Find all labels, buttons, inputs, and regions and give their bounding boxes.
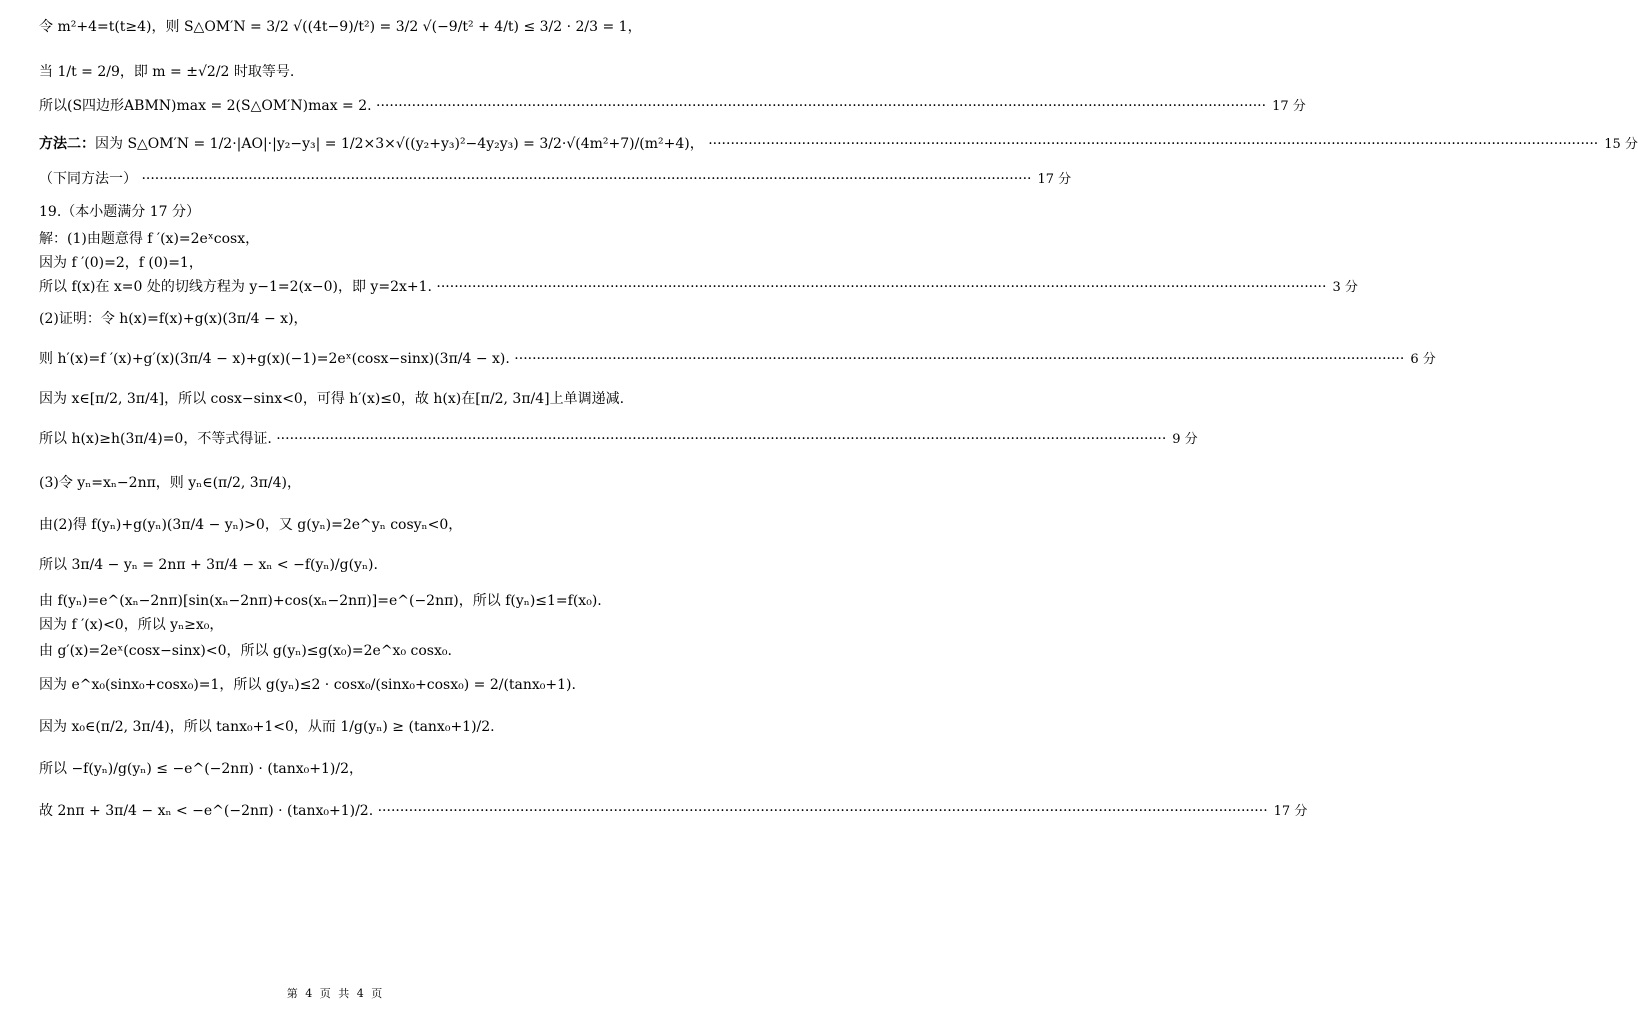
line-text: 所以(S四边形ABMN)max = 2(S△OM′N)max = 2. ········································································································································································································ [39, 98, 1267, 114]
text-line [39, 720, 627, 734]
line-text: 令 m²+4=t(t≥4)，则 S△OM′N = 3/2 √((4t−9)/t²) = 3/2 √(−9/t² + 4/t) ≤ 3/2 · 2/3 = 1， [39, 19, 642, 35]
line-score: 6 分 [1410, 351, 1436, 367]
text-line [39, 803, 1308, 819]
line-score: 17 分 [1272, 98, 1306, 114]
line-score: 17 分 [1037, 171, 1072, 187]
line-text: 所以 3π/4 − yₙ = 2nπ + 3π/4 − xₙ < −f(yₙ)/g(yₙ). [39, 557, 378, 573]
text-line [39, 476, 627, 490]
line-text: 因为 f ′(x)<0，所以 yₙ≥x₀， [39, 617, 224, 633]
line-text: 因为 f ′(0)=2，f (0)=1， [39, 255, 203, 271]
line-text: 所以 f(x)在 x=0 处的切线方程为 y−1=2(x−0)，即 y=2x+1. ········································································································································································································ [39, 279, 1327, 295]
line-text: 由(2)得 f(yₙ)+g(yₙ)(3π/4 − yₙ)>0，又 g(yₙ)=2e^yₙ cosyₙ<0， [39, 517, 463, 533]
text-line [39, 98, 1306, 114]
line-text: 则 h′(x)=f ′(x)+g′(x)(3π/4 − x)+g(x)(−1)=2eˣ(cosx−sinx)(3π/4 − x). ········································································································································································································ [39, 351, 1405, 367]
line-text: 解：(1)由题意得 f ′(x)=2eˣcosx， [39, 231, 260, 247]
line-text: (2)证明：令 h(x)=f(x)+g(x)(3π/4 − x)， [39, 311, 308, 327]
line-text: 故 2nπ + 3π/4 − xₙ < −e^(−2nπ) · (tanx₀+1)/2. ········································································································································································································ [39, 803, 1268, 819]
text-line [39, 351, 1436, 367]
line-text: 当 1/t = 2/9，即 m = ±√2/2 时取等号. [39, 64, 295, 80]
line-text: 方法二：因为 S△OM′N = 1/2·|AO|·|y₂−y₃| = 1/2×3×√((y₂+y₃)²−4y₂y₃) = 3/2·√(4m²+7)/(m²+4)， ········································································································································································································ [39, 136, 1599, 152]
text-line [39, 312, 627, 326]
text-line [39, 392, 627, 406]
line-text: 19.（本小题满分 17 分） [39, 204, 200, 220]
text-line [39, 644, 627, 658]
line-score: 9 分 [1172, 431, 1198, 447]
line-score: 17 分 [1273, 803, 1308, 819]
text-line [39, 256, 627, 270]
line-text: 因为 x∈[π/2, 3π/4]，所以 cosx−sinx<0，可得 h′(x)≤0，故 h(x)在[π/2, 3π/4]上单调递减. [39, 391, 625, 407]
text-line [39, 136, 1638, 152]
line-text: （下同方法一） ········································································································································································································ [39, 171, 1032, 187]
text-line [39, 19, 642, 35]
line-text: (3)令 yₙ=xₙ−2nπ，则 yₙ∈(π/2, 3π/4)， [39, 475, 301, 491]
line-text: 因为 x₀∈(π/2, 3π/4)，所以 tanx₀+1<0，从而 1/g(yₙ) ≥ (tanx₀+1)/2. [39, 719, 495, 735]
line-text: 所以 h(x)≥h(3π/4)=0，不等式得证. ········································································································································································································ [39, 431, 1167, 447]
text-line [39, 594, 627, 608]
line-text: 所以 −f(yₙ)/g(yₙ) ≤ −e^(−2nπ) · (tanx₀+1)/2， [39, 761, 364, 777]
line-text: 由 g′(x)=2eˣ(cosx−sinx)<0，所以 g(yₙ)≤g(x₀)=2e^x₀ cosx₀. [39, 643, 452, 659]
line-score: 15 分 [1604, 136, 1638, 152]
text-line [39, 762, 627, 776]
text-line [39, 678, 627, 692]
text-line [39, 232, 627, 246]
text-line [39, 279, 1358, 295]
text-line [39, 431, 1198, 447]
text-line [39, 65, 627, 79]
text-line [39, 558, 627, 572]
method-label: 方法二： [39, 136, 95, 152]
text-line [39, 171, 1072, 187]
line-text: 因为 e^x₀(sinx₀+cosx₀)=1，所以 g(yₙ)≤2 · cosx₀/(sinx₀+cosx₀) = 2/(tanx₀+1). [39, 677, 576, 693]
section-heading [39, 205, 627, 219]
line-text: 由 f(yₙ)=e^(xₙ−2nπ)[sin(xₙ−2nπ)+cos(xₙ−2nπ)]=e^(−2nπ)，所以 f(yₙ)≤1=f(x₀). [39, 593, 602, 609]
line-score: 3 分 [1332, 279, 1358, 295]
text-line [39, 518, 627, 532]
text-line [39, 618, 627, 632]
page-footer: 第 4 页 共 4 页 [286, 987, 385, 1000]
